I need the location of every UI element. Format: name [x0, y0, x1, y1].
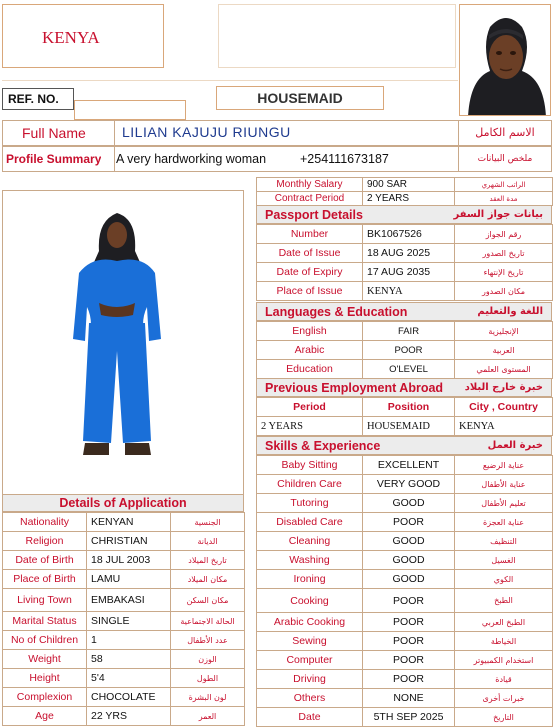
skill-arabic: الكوي — [455, 570, 553, 589]
employment-title: Previous Employment Abroad — [265, 380, 444, 395]
application-arabic: الطول — [171, 669, 245, 688]
table-row — [257, 225, 553, 244]
table-row — [3, 589, 245, 612]
skill-value: EXCELLENT — [363, 456, 455, 475]
passport-arabic: مكان الصدور — [455, 282, 553, 301]
application-arabic: الوزن — [171, 650, 245, 669]
contract-value: 2 YEARS — [363, 192, 455, 206]
skill-label: Baby Sitting — [257, 456, 363, 475]
skill-label: Washing — [257, 551, 363, 570]
table-row — [257, 670, 553, 689]
application-label: Place of Birth — [3, 570, 87, 589]
skill-label: Driving — [257, 670, 363, 689]
table-row — [3, 707, 245, 726]
headshot-photo — [459, 4, 551, 116]
skill-arabic: قيادة — [455, 670, 553, 689]
skill-value: NONE — [363, 689, 455, 708]
table-row — [257, 689, 553, 708]
application-label: Height — [3, 669, 87, 688]
table-row — [257, 475, 553, 494]
full-name-ar-divider — [458, 120, 459, 146]
skill-label: Date — [257, 708, 363, 727]
table-row — [3, 669, 245, 688]
skill-value: GOOD — [363, 532, 455, 551]
passport-title: Passport Details — [265, 207, 363, 222]
full-body-photo — [2, 190, 244, 495]
ref-no-label: REF. NO. — [8, 92, 59, 106]
application-label: Living Town — [3, 589, 87, 612]
table-row — [3, 631, 245, 650]
skill-arabic: عناية الرضيع — [455, 456, 553, 475]
application-value: KENYAN — [87, 513, 171, 532]
language-arabic: العربية — [455, 341, 553, 360]
application-arabic: الديانة — [171, 532, 245, 551]
language-label: Education — [257, 360, 363, 379]
passport-arabic: تاريخ الصدور — [455, 244, 553, 263]
profile-phone: +254111673187 — [300, 152, 389, 166]
skill-value: POOR — [363, 670, 455, 689]
skill-label: Others — [257, 689, 363, 708]
table-row — [257, 341, 553, 360]
skill-label: Cooking — [257, 589, 363, 613]
application-label: Nationality — [3, 513, 87, 532]
table-row — [257, 360, 553, 379]
ref-no-value-box — [74, 100, 186, 120]
skill-label: Tutoring — [257, 494, 363, 513]
language-label: Arabic — [257, 341, 363, 360]
skills-title-arabic: خبرة العمل — [487, 440, 543, 451]
application-arabic: تاريخ الميلاد — [171, 551, 245, 570]
employment-table — [256, 397, 553, 436]
skill-value: VERY GOOD — [363, 475, 455, 494]
header-blank-box — [218, 4, 456, 68]
table-row — [257, 708, 553, 727]
skill-value: GOOD — [363, 570, 455, 589]
skill-value: POOR — [363, 632, 455, 651]
profile-label: Profile Summary — [6, 152, 102, 166]
table-row — [3, 570, 245, 589]
salary-label: Monthly Salary — [257, 178, 363, 192]
language-label: English — [257, 322, 363, 341]
employment-title-arabic: خبرة خارج البلاد — [464, 382, 543, 393]
table-row — [257, 322, 553, 341]
skill-label: Ironing — [257, 570, 363, 589]
language-arabic: الإنجليزية — [455, 322, 553, 341]
application-value: EMBAKASI — [87, 589, 171, 612]
languages-title: Languages & Education — [265, 304, 408, 319]
table-row — [257, 613, 553, 632]
passport-arabic: تاريخ الإنتهاء — [455, 263, 553, 282]
application-label: Religion — [3, 532, 87, 551]
employment-country: KENYA — [455, 417, 553, 436]
passport-value: 17 AUG 2035 — [363, 263, 455, 282]
country-label: KENYA — [42, 28, 100, 47]
application-arabic: العمر — [171, 707, 245, 726]
application-table — [2, 512, 245, 726]
language-value: O'LEVEL — [363, 360, 455, 379]
skill-value: POOR — [363, 513, 455, 532]
skill-label: Arabic Cooking — [257, 613, 363, 632]
passport-table — [256, 224, 553, 301]
profile-value: A very hardworking woman — [116, 152, 267, 166]
skills-table — [256, 455, 553, 727]
application-value: CHRISTIAN — [87, 532, 171, 551]
application-arabic: مكان الميلاد — [171, 570, 245, 589]
table-row — [257, 244, 553, 263]
employment-header — [256, 378, 552, 397]
passport-header — [256, 205, 552, 224]
application-label: No of Children — [3, 631, 87, 650]
application-value: 5'4 — [87, 669, 171, 688]
skill-value: GOOD — [363, 494, 455, 513]
table-row — [257, 551, 553, 570]
salary-arabic: الراتب الشهري — [455, 178, 553, 192]
language-value: FAIR — [363, 322, 455, 341]
passport-arabic: رقم الجواز — [455, 225, 553, 244]
application-label: Date of Birth — [3, 551, 87, 570]
language-value: POOR — [363, 341, 455, 360]
table-row — [257, 417, 553, 436]
skill-arabic: عناية الأطفال — [455, 475, 553, 494]
skill-arabic: التاريخ — [455, 708, 553, 727]
table-row — [3, 551, 245, 570]
passport-label: Place of Issue — [257, 282, 363, 301]
contract-label: Contract Period — [257, 192, 363, 206]
skill-value: POOR — [363, 589, 455, 613]
skill-arabic: تعليم الأطفال — [455, 494, 553, 513]
table-row — [3, 612, 245, 631]
languages-header — [256, 302, 552, 321]
passport-label: Date of Expiry — [257, 263, 363, 282]
full-name-value: LILIAN KAJUJU RIUNGU — [122, 124, 291, 140]
table-row — [3, 532, 245, 551]
full-name-divider — [114, 120, 115, 146]
skill-label: Children Care — [257, 475, 363, 494]
skill-arabic: التنظيف — [455, 532, 553, 551]
skill-value: POOR — [363, 613, 455, 632]
employment-col-position: Position — [363, 398, 455, 417]
employment-col-country: City , Country — [455, 398, 553, 417]
skill-arabic: الطبخ العربي — [455, 613, 553, 632]
skill-arabic: الغسيل — [455, 551, 553, 570]
header-rule — [2, 80, 458, 81]
skill-arabic: الطبخ — [455, 589, 553, 613]
languages-title-arabic: اللغة والتعليم — [477, 306, 543, 317]
employment-col-period: Period — [257, 398, 363, 417]
passport-label: Number — [257, 225, 363, 244]
passport-value: KENYA — [363, 282, 455, 301]
skill-label: Computer — [257, 651, 363, 670]
passport-value: BK1067526 — [363, 225, 455, 244]
application-label: Complexion — [3, 688, 87, 707]
application-arabic: عدد الأطفال — [171, 631, 245, 650]
salary-value: 900 SAR — [363, 178, 455, 192]
table-row — [3, 513, 245, 532]
employment-position: HOUSEMAID — [363, 417, 455, 436]
skill-label: Cleaning — [257, 532, 363, 551]
table-row — [3, 650, 245, 669]
skill-value: POOR — [363, 651, 455, 670]
application-label: Weight — [3, 650, 87, 669]
table-row — [257, 192, 553, 206]
application-arabic: لون البشرة — [171, 688, 245, 707]
salary-table — [256, 177, 553, 206]
table-row — [257, 513, 553, 532]
application-value: LAMU — [87, 570, 171, 589]
table-row — [257, 532, 553, 551]
application-value: SINGLE — [87, 612, 171, 631]
table-row — [257, 494, 553, 513]
application-value: 1 — [87, 631, 171, 650]
employment-period: 2 YEARS — [257, 417, 363, 436]
full-name-label: Full Name — [22, 125, 86, 141]
application-title: Details of Application — [59, 496, 187, 510]
passport-title-arabic: بيانات جواز السفر — [453, 209, 543, 220]
table-row — [257, 398, 553, 417]
skill-value: GOOD — [363, 551, 455, 570]
languages-table — [256, 321, 553, 379]
language-arabic: المستوى العلمي — [455, 360, 553, 379]
table-row — [257, 570, 553, 589]
skill-value: 5TH SEP 2025 — [363, 708, 455, 727]
profile-arabic: ملخص البيانات — [477, 154, 533, 164]
table-row — [257, 178, 553, 192]
table-row — [257, 632, 553, 651]
profile-ar-divider — [458, 146, 459, 172]
table-row — [3, 688, 245, 707]
skills-title: Skills & Experience — [265, 438, 381, 453]
application-header — [2, 494, 244, 512]
table-row — [257, 589, 553, 613]
application-label: Marital Status — [3, 612, 87, 631]
table-row — [257, 263, 553, 282]
application-arabic: الحالة الاجتماعية — [171, 612, 245, 631]
table-row — [257, 651, 553, 670]
skill-arabic: استخدام الكمبيوتر — [455, 651, 553, 670]
table-row — [257, 282, 553, 301]
skill-arabic: الخياطة — [455, 632, 553, 651]
application-label: Age — [3, 707, 87, 726]
skill-label: Disabled Care — [257, 513, 363, 532]
application-value: 58 — [87, 650, 171, 669]
table-row — [257, 456, 553, 475]
skill-arabic: عناية العجزة — [455, 513, 553, 532]
application-value: 18 JUL 2003 — [87, 551, 171, 570]
application-value: CHOCOLATE — [87, 688, 171, 707]
application-value: 22 YRS — [87, 707, 171, 726]
application-arabic: الجنسية — [171, 513, 245, 532]
skill-arabic: خبرات أخرى — [455, 689, 553, 708]
application-arabic: مكان السكن — [171, 589, 245, 612]
skill-label: Sewing — [257, 632, 363, 651]
passport-value: 18 AUG 2025 — [363, 244, 455, 263]
full-name-arabic: الاسم الكامل — [475, 126, 535, 139]
contract-arabic: مدة العقد — [455, 192, 553, 206]
skills-header — [256, 436, 552, 455]
passport-label: Date of Issue — [257, 244, 363, 263]
profile-divider — [114, 146, 115, 172]
position-title: HOUSEMAID — [257, 90, 343, 106]
